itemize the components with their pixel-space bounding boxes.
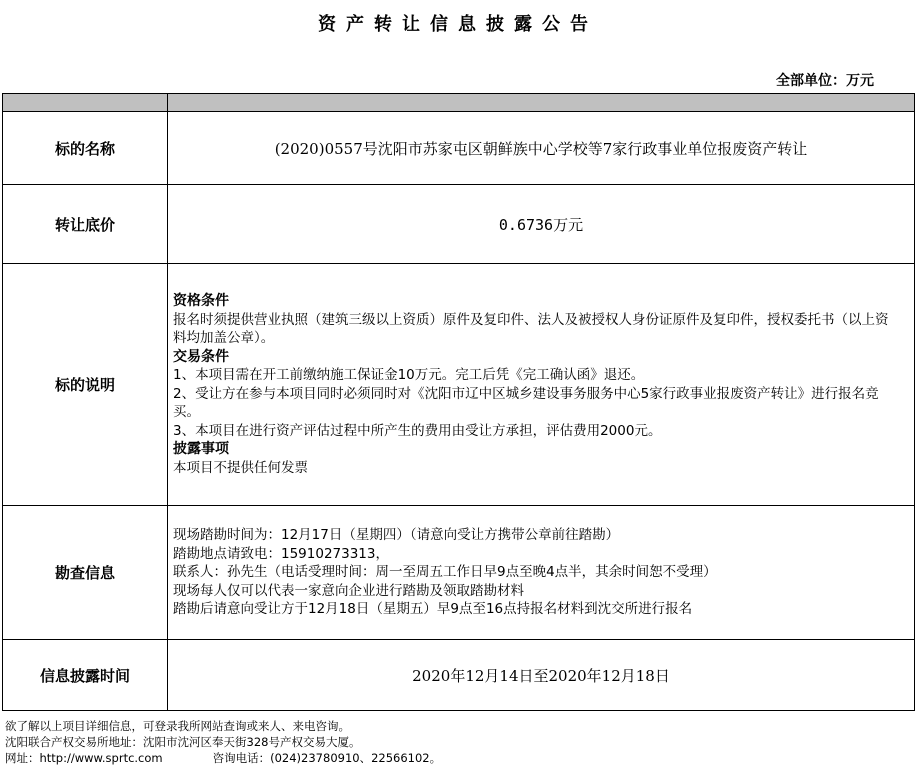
survey-registration: 踏勘后请意向受让方于12月18日（星期五）早9点至16点持报名材料到沈交所进行报名	[173, 601, 693, 618]
table-row	[3, 264, 915, 506]
page-title: 资产转让信息披露公告	[318, 14, 598, 35]
footer-contact-line	[5, 750, 441, 766]
footer-address: 沈阳联合产权交易所地址：沈阳市沈河区奉天街328号产权交易大厦。	[5, 735, 361, 749]
disclosure-text: 本项目不提供任何发票	[173, 459, 308, 476]
condition-item-2: 2、受让方在参与本项目同时必须同时对《沈阳市辽中区城乡建设事务服务中心5家行政事业报废资产转让》进行报名竞买。	[173, 385, 879, 420]
condition-item-3: 3、本项目在进行资产评估过程中所产生的费用由受让方承担，评估费用2000元。	[173, 422, 662, 439]
row-label-time: 信息披露时间	[3, 640, 168, 711]
row-label-desc: 标的说明	[3, 264, 168, 506]
condition-item-1: 1、本项目需在开工前缴纳施工保证金10万元。完工后凭《完工确认函》退还。	[173, 367, 645, 383]
disclosure-period-value: 2020年12月14日至2020年12月18日	[168, 640, 915, 711]
row-label-price: 转让底价	[3, 185, 168, 264]
asset-name-value: (2020)0557号沈阳市苏家屯区朝鲜族中心学校等7家行政事业单位报废资产转让	[168, 112, 915, 185]
survey-time: 现场踏勘时间为：12月17日（星期四）（请意向受让方携带公章前往踏勘）	[173, 527, 620, 544]
footer-phone: 咨询电话：(024)23780910、22566102。	[212, 751, 442, 765]
table-row	[3, 640, 915, 711]
survey-rule: 现场每人仅可以代表一家意向企业进行踏勘及领取踏勘材料	[173, 582, 524, 599]
table-row	[3, 506, 915, 640]
disclosure-table	[2, 93, 915, 711]
description-content	[168, 264, 915, 506]
qualification-text: 报名时须提供营业执照（建筑三级以上资质）原件及复印件、法人及被授权人身份证原件及复印件，授权委托书（以上资料均加盖公章）。	[173, 311, 889, 346]
row-label-name: 标的名称	[3, 112, 168, 185]
disclosure-heading: 披露事项	[173, 441, 229, 457]
qualification-heading: 资格条件	[173, 293, 229, 309]
reserve-price-value: 0.6736万元	[168, 185, 915, 264]
survey-phone: 踏勘地点请致电：15910273313，	[173, 545, 389, 562]
table-row	[3, 112, 915, 185]
survey-content	[168, 506, 915, 640]
survey-contact: 联系人：孙先生（电话受理时间：周一至周五工作日早9点至晚4点半，其余时间恕不受理）	[173, 564, 717, 581]
table-header-row	[3, 94, 915, 112]
unit-note: 全部单位：万元	[776, 73, 874, 89]
header-cell-right	[168, 94, 915, 112]
header-cell-left	[3, 94, 168, 112]
trade-conditions-heading: 交易条件	[173, 348, 229, 365]
footer-info: 欲了解以上项目详细信息，可登录我所网站查询或来人、来电咨询。	[5, 719, 350, 733]
row-label-survey: 勘查信息	[3, 506, 168, 640]
table-row	[3, 185, 915, 264]
footer-website[interactable]: 网址：http://www.sprtc.com	[5, 751, 163, 765]
footer	[5, 718, 441, 766]
